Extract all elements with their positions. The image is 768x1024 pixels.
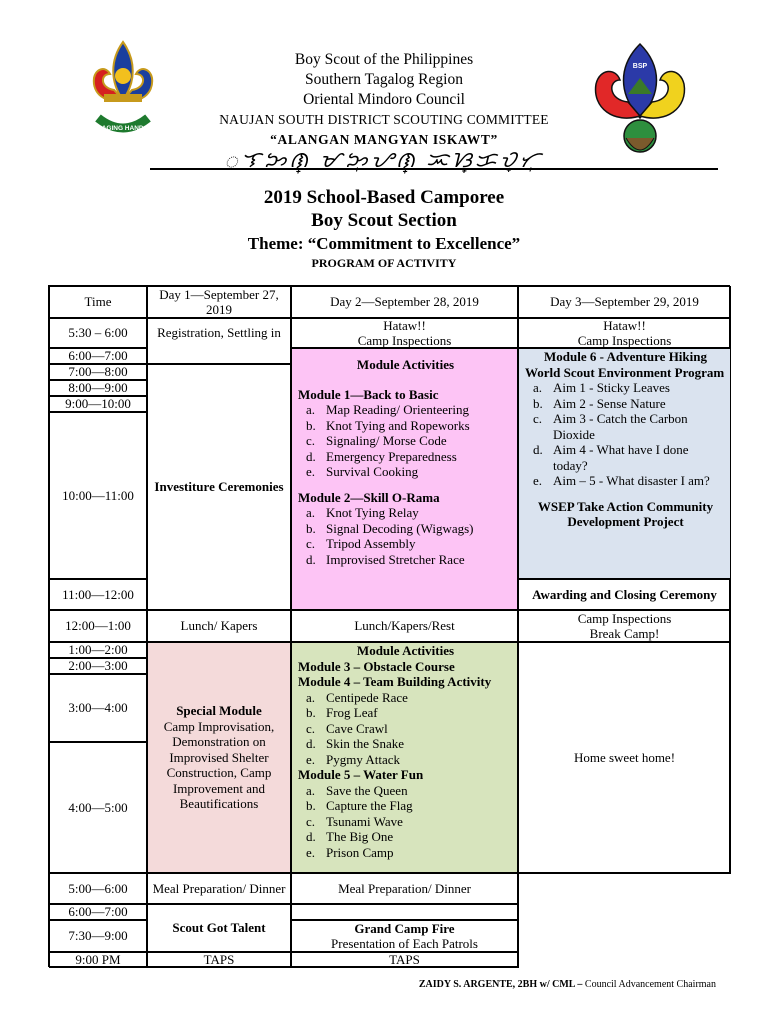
time-cell: 10:00—11:00 [49, 412, 147, 579]
module4-title: Module 4 – Team Building Activity [298, 674, 492, 689]
time-cell: 5:30 – 6:00 [49, 318, 147, 348]
time-cell: 6:00—7:00 [49, 904, 147, 920]
day2-taps: TAPS [291, 952, 518, 968]
module6-title: Module 6 - Adventure Hiking [543, 349, 707, 364]
module3-title: Module 3 – Obstacle Course [298, 658, 455, 674]
time-cell: 11:00—12:00 [49, 579, 147, 610]
module2-title: Module 2—Skill O-Rama [298, 489, 440, 505]
special-module-body: Camp Improvisation, Demonstration on Improvised Shelter Construction, Camp Improvement and Beautifications [163, 718, 275, 812]
list-item: e. Aim – 5 - What disaster I am? [533, 473, 710, 488]
time-cell: 5:00—6:00 [49, 873, 147, 904]
list-item: a. Map Reading/ Orienteering [306, 402, 469, 417]
day1-taps: TAPS [147, 952, 291, 968]
module1-list [298, 402, 513, 480]
special-module-title: Special Module [176, 703, 262, 719]
wse-program-title: World Scout Environment Program [525, 364, 725, 380]
list-item: d. The Big One [306, 829, 394, 844]
list-item: b. Signal Decoding (Wigwags) [306, 520, 474, 536]
hataw-label: Hataw!! [383, 318, 426, 333]
time-cell: 7:00—8:00 [49, 364, 147, 380]
list-item: a. Aim 1 - Sticky Leaves [533, 380, 670, 395]
list-item: c. Cave Crawl [306, 720, 388, 736]
day3-adventure-hiking [518, 348, 731, 579]
module5-list [298, 783, 513, 861]
list-item: c. Signaling/ Morse Code [306, 433, 447, 448]
time-cell: 4:00—5:00 [49, 742, 147, 873]
script-line: ᜀᜎᜅᜈ᜔ ᜋᜅ᜔ᜌᜈ᜔ ᜁᜐ᜔ᜃᜏ᜔ᜆ᜔ [224, 147, 544, 172]
signatory-name: ZAIDY S. ARGENTE, 2BH w/ CML – [418, 979, 583, 990]
wsep-title: WSEP Take Action Community Development Project [537, 498, 714, 529]
header-day1: Day 1—September 27, 2019 [147, 286, 291, 318]
day3-break-camp [518, 610, 731, 642]
module-activities-title: Module Activities [356, 357, 455, 372]
list-item: a. Save the Queen [306, 782, 408, 798]
list-item: a. Centipede Race [306, 689, 408, 705]
header-day2: Day 2—September 28, 2019 [291, 286, 518, 318]
time-cell: 12:00—1:00 [49, 610, 147, 642]
header-day3: Day 3—September 29, 2019 [518, 286, 731, 318]
campfire-title: Grand Camp Fire [354, 920, 455, 936]
header-time: Time [49, 286, 147, 318]
day2-hataw [291, 318, 518, 348]
logo-motto: LAGING HANDA [97, 125, 149, 132]
day2-module-activities [291, 348, 518, 610]
region-name: Southern Tagalog Region [305, 71, 463, 88]
day2-afternoon-modules [291, 642, 518, 873]
day2-campfire [291, 920, 518, 952]
day1-special-module [147, 642, 291, 873]
day1-registration: Registration, Settling in [147, 318, 291, 364]
day1-talent: Scout Got Talent [147, 904, 291, 952]
camp-inspection-label: Camp Inspections [577, 333, 672, 348]
day3-hataw [518, 318, 731, 348]
letterhead [0, 50, 768, 170]
logo-label: BSP [632, 63, 648, 70]
list-item: b. Aim 2 - Sense Nature [533, 395, 666, 411]
time-cell: 1:00—2:00 [49, 642, 147, 658]
time-cell: 2:00—3:00 [49, 658, 147, 674]
committee-name: NAUJAN SOUTH DISTRICT SCOUTING COMMITTEE [219, 112, 549, 127]
list-item: d. Aim 4 - What have I done today? [533, 442, 689, 473]
list-item: d. Skin the Snake [306, 736, 404, 751]
list-item: d. Emergency Preparedness [306, 448, 457, 464]
list-item: b. Capture the Flag [306, 798, 413, 813]
time-cell: 9:00—10:00 [49, 396, 147, 412]
list-item: e. Pygmy Attack [306, 751, 401, 767]
day3-home: Home sweet home! [518, 642, 731, 873]
list-item: e. Prison Camp [306, 844, 394, 860]
day1-lunch: Lunch/ Kapers [147, 610, 291, 642]
list-item: c. Aim 3 - Catch the Carbon Dioxide [533, 411, 688, 442]
document-titles [0, 186, 768, 271]
afternoon-title: Module Activities [356, 643, 455, 658]
day3-empty-area [518, 873, 731, 968]
signatory-role: Council Advancement Chairman [584, 979, 716, 990]
list-item: b. Frog Leaf [306, 705, 378, 720]
list-item: e. Survival Cooking [306, 464, 419, 479]
theme-title: Theme: “Commitment to Excellence” [247, 234, 521, 253]
day2-lunch: Lunch/Kapers/Rest [291, 610, 518, 642]
day2-blank-cell [291, 904, 518, 920]
aims-list [525, 380, 726, 489]
signature-line [419, 979, 716, 990]
camp-inspection-label: Camp Inspections [357, 333, 452, 348]
event-title: 2019 School-Based Camporee [263, 187, 505, 208]
module4-list [298, 690, 513, 768]
day1-meal: Meal Preparation/ Dinner [147, 873, 291, 904]
campfire-subtitle: Presentation of Each Patrols [331, 936, 478, 951]
day3-awarding: Awarding and Closing Ceremony [518, 579, 731, 610]
break-inspection-label: Camp Inspections [577, 610, 672, 626]
council-name: Oriental Mindoro Council [303, 91, 465, 108]
module1-title: Module 1—Back to Basic [298, 386, 439, 402]
list-item: a. Knot Tying Relay [306, 505, 419, 520]
day1-investiture: Investiture Ceremonies [147, 364, 291, 610]
day2-meal: Meal Preparation/ Dinner [291, 873, 518, 904]
module2-list [298, 505, 513, 567]
list-item: d. Improvised Stretcher Race [306, 551, 465, 567]
time-cell: 6:00—7:00 [49, 348, 147, 364]
list-item: b. Knot Tying and Ropeworks [306, 417, 470, 433]
time-cell: 3:00—4:00 [49, 674, 147, 742]
schedule-table [48, 285, 730, 967]
hataw-label: Hataw!! [603, 318, 646, 333]
break-camp-label: Break Camp! [589, 626, 660, 641]
list-item: c. Tripod Assembly [306, 536, 416, 551]
time-cell: 7:30—9:00 [49, 920, 147, 952]
program-title: PROGRAM OF ACTIVITY [311, 256, 457, 270]
time-cell: 8:00—9:00 [49, 380, 147, 396]
org-name: Boy Scout of the Philippines [294, 51, 474, 68]
module5-title: Module 5 – Water Fun [298, 767, 424, 782]
list-item: c. Tsunami Wave [306, 813, 403, 829]
time-cell: 9:00 PM [49, 952, 147, 968]
section-title: Boy Scout Section [311, 210, 457, 231]
header-rule [150, 168, 718, 170]
group-name: “ALANGAN MANGYAN ISKAWT” [270, 132, 498, 147]
